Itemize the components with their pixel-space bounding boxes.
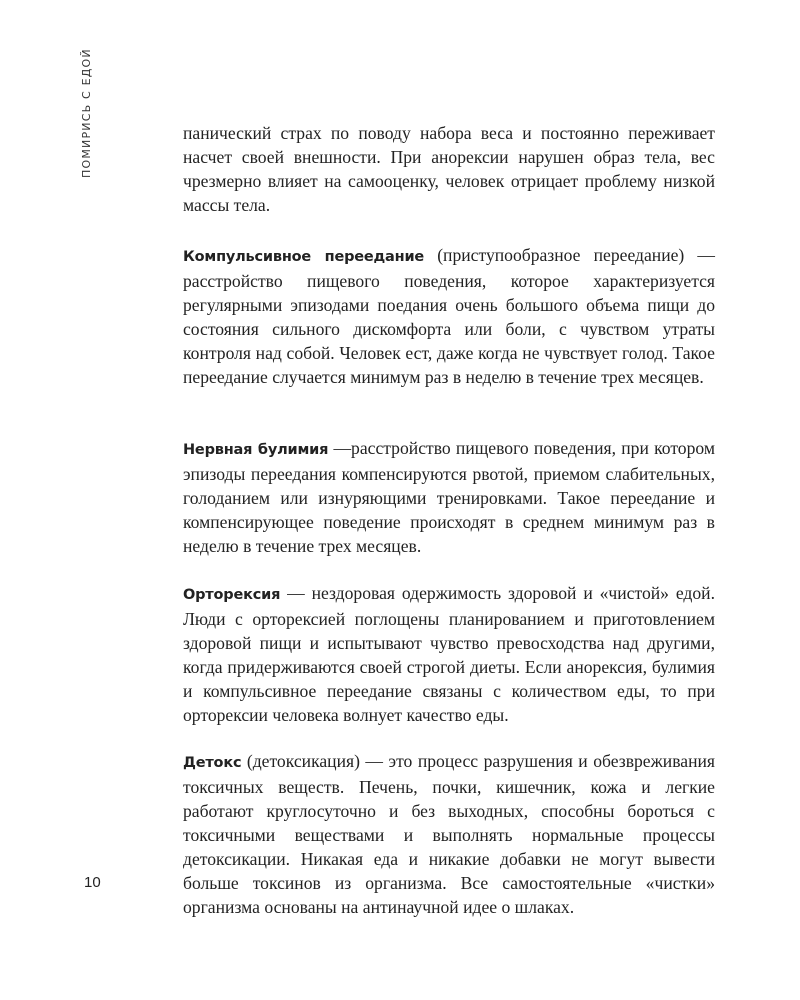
paragraph-compulsive-overeating <box>183 243 715 389</box>
paragraph-bulimia <box>183 436 715 558</box>
paragraph-detox <box>183 749 715 919</box>
paragraph-text: (приступообразное переедание) — расстройство пищевого поведения, которое характеризуется регулярными эпизодами поедания очень большого объема пищи до состояния сильного дискомфорта или боли, с чувством утраты контроля над собой. Человек ест, даже когда не чувствует голод. Такое переедание случается минимум раз в неделю в течение трех месяцев. <box>183 244 715 387</box>
page-number: 10 <box>84 874 101 891</box>
term-heading: Компульсивное переедание <box>183 248 425 265</box>
paragraph-text: — нездоровая одержимость здоровой и «чистой» едой. Люди с орторексией поглощены планированием и приготовлением здоровой пищи и испытывают чувство превосходства над другими, когда придерживаются своей строгой диеты. Если анорексия, булимия и компульсивное переедание связаны с количеством еды, то при орторексии человека волнует качество еды. <box>183 582 715 725</box>
term-heading: Нервная булимия <box>183 441 329 458</box>
running-head: ПОМИРИСЬ С ЕДОЙ <box>80 48 93 178</box>
paragraph-text: —расстройство пищевого поведения, при котором эпизоды переедания компенсируются рвотой, приемом слабительных, голоданием или изнуряющими тренировками. Такое переедание и компенсирующее поведение происходят в среднем минимум раз в неделю в течение трех месяцев. <box>183 437 715 556</box>
paragraph-text: панический страх по поводу набора веса и постоянно переживает насчет своей внешности. При анорексии нарушен образ тела, вес чрезмерно влияет на самооценку, человек отрицает проблему низкой массы тела. <box>183 122 715 215</box>
paragraph-orthorexia <box>183 581 715 727</box>
paragraph-anorexia-continuation <box>183 121 715 217</box>
paragraph-text: (детоксикация) — это процесс разрушения и обезвреживания токсичных веществ. Печень, почки, кишечник, кожа и легкие работают круглосуточно и без выходных, способны бороться с токсичными веществами и выполнять нормальные процессы детоксикации. Никакая еда и никакие добавки не могут вывести больше токсинов из организма. Все самостоятельные «чистки» организма основаны на антинаучной идее о шлаках. <box>183 750 715 917</box>
term-heading: Орторексия <box>183 586 281 603</box>
term-heading: Детокс <box>183 754 242 771</box>
